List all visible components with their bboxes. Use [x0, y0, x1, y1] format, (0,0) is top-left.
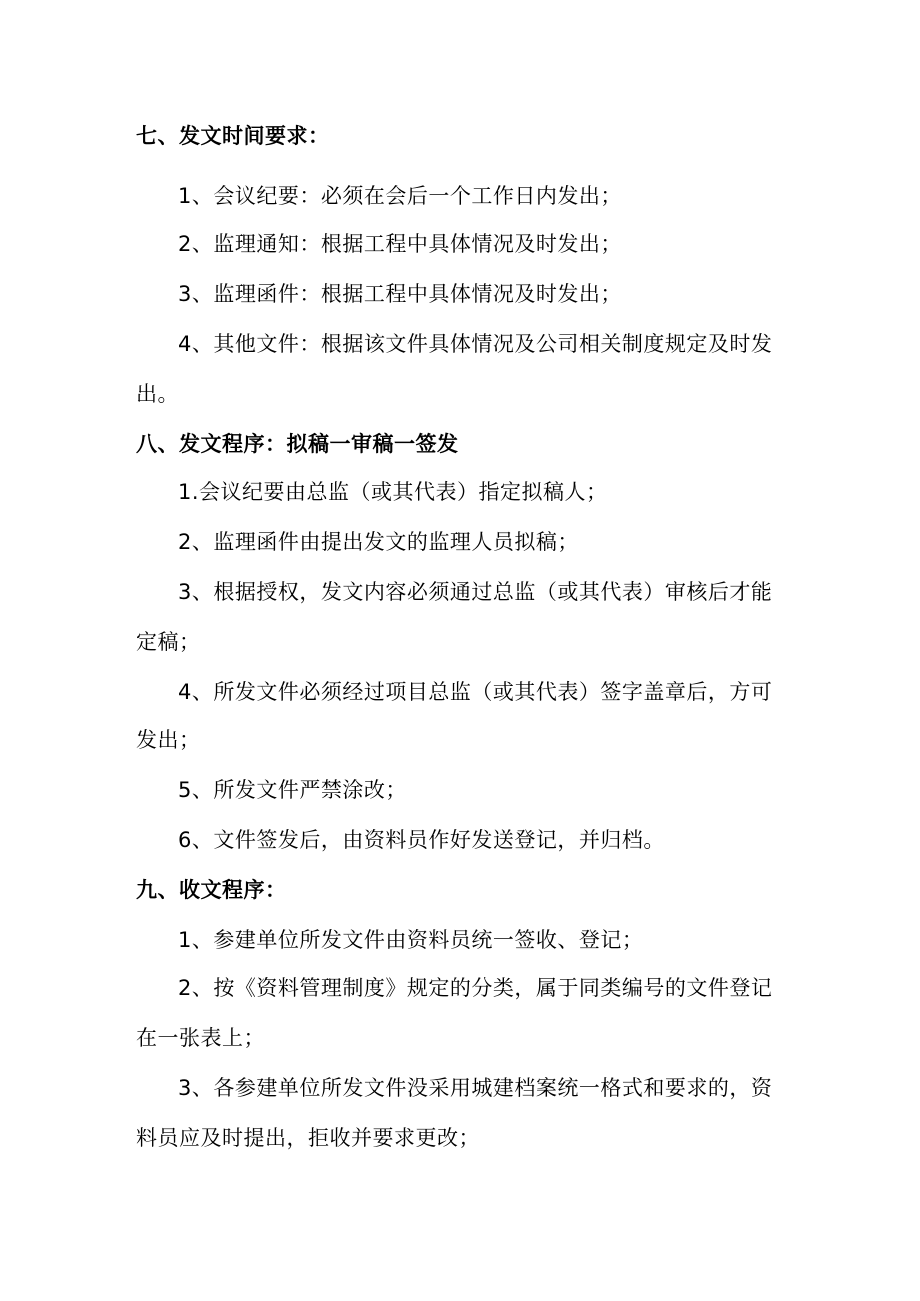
section-8-item-1: 1.会议纪要由总监（或其代表）指定拟稿人； — [178, 480, 608, 504]
section-7-item-4-continued: 出。 — [136, 382, 179, 406]
section-7-item-1: 1、会议纪要：必须在会后一个工作日内发出； — [178, 184, 622, 208]
section-9-item-1: 1、参建单位所发文件由资料员统一签收、登记； — [178, 928, 644, 952]
section-8-item-6: 6、文件签发后，由资料员作好发送登记，并归档。 — [178, 828, 665, 852]
section-9-item-3-continued: 料员应及时提出，拒收并要求更改； — [136, 1126, 480, 1150]
section-8-item-5: 5、所发文件严禁涂改； — [178, 778, 407, 802]
section-8-heading: 八、发文程序：拟稿一审稿一签发 — [136, 432, 459, 456]
section-7-item-3: 3、监理函件：根据工程中具体情况及时发出； — [178, 282, 622, 306]
section-7-item-2: 2、监理通知：根据工程中具体情况及时发出； — [178, 232, 622, 256]
section-8-item-2: 2、监理函件由提出发文的监理人员拟稿； — [178, 530, 579, 554]
section-9-item-2: 2、按《资料管理制度》规定的分类，属于同类编号的文件登记 — [178, 976, 773, 1000]
section-8-item-3-continued: 定稿； — [136, 630, 201, 654]
section-9-item-2-continued: 在一张表上； — [136, 1026, 265, 1050]
section-7-heading: 七、发文时间要求： — [136, 124, 330, 148]
section-8-item-4-continued: 发出； — [136, 728, 201, 752]
section-7-item-4: 4、其他文件：根据该文件具体情况及公司相关制度规定及时发 — [178, 332, 773, 356]
section-9-heading: 九、收文程序： — [136, 878, 287, 902]
section-9-item-3: 3、各参建单位所发文件没采用城建档案统一格式和要求的，资 — [178, 1076, 773, 1100]
section-8-item-3: 3、根据授权，发文内容必须通过总监（或其代表）审核后才能 — [178, 580, 773, 604]
section-8-item-4: 4、所发文件必须经过项目总监（或其代表）签字盖章后，方可 — [178, 680, 773, 704]
